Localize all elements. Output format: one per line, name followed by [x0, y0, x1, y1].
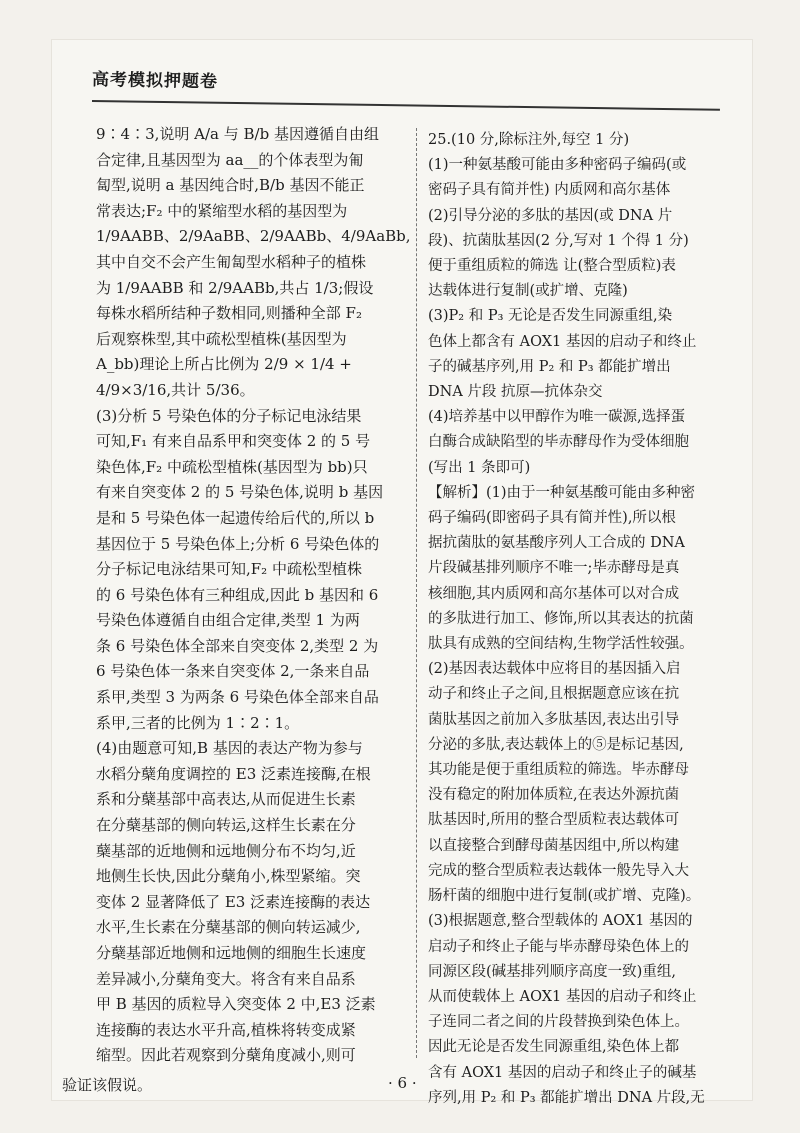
page-header: 高考模拟押题卷 — [91, 69, 219, 93]
text-line: 系甲,类型 3 为两条 6 号染色体全部来自品 — [96, 688, 379, 707]
text-line: 肠杆菌的细胞中进行复制(或扩增、克隆)。 — [428, 888, 701, 905]
text-line: 因此无论是否发生同源重组,染色体上都 — [428, 1039, 680, 1056]
text-line: 子的碱基序列,用 P₂ 和 P₃ 都能扩增出 — [428, 358, 671, 375]
text-line: 地侧生长快,因此分蘖角小,株型紧缩。突 — [96, 867, 361, 886]
text-line: 完成的整合型质粒表达载体一般先导入大 — [428, 862, 689, 879]
text-line: 在分蘖基部的侧向转运,这样生长素在分 — [96, 816, 356, 835]
text-line: 据抗菌肽的氨基酸序列人工合成的 DNA — [428, 535, 685, 552]
text-line: 染色体,F₂ 中疏松型植株(基因型为 bb)只 — [96, 457, 368, 476]
text-line: 甲 B 基因的质粒导入突变体 2 中,E3 泛素 — [96, 995, 376, 1014]
text-line: 有来自突变体 2 的 5 号染色体,说明 b 基因 — [96, 483, 384, 502]
column-divider — [416, 128, 417, 1058]
text-line: 变体 2 显著降低了 E3 泛素连接酶的表达 — [96, 892, 371, 911]
text-line: 连接酶的表达水平升高,植株将转变成紧 — [96, 1020, 356, 1039]
text-line: 其功能是便于重组质粒的筛选。毕赤酵母 — [428, 762, 689, 779]
text-line: (3)分析 5 号染色体的分子标记电泳结果 — [96, 406, 362, 425]
text-line: 密码子具有简并性) 内质网和高尔基体 — [428, 182, 671, 199]
text-line: 4/9×3/16,共计 5/36。 — [96, 380, 255, 399]
text-line: 从而使载体上 AOX1 基因的启动子和终止 — [428, 988, 697, 1005]
text-line: 合定律,且基因型为 aa__的个体表型为匍 — [96, 150, 364, 169]
text-line: 其中自交不会产生匍匐型水稻种子的植株 — [96, 252, 367, 271]
text-line: 的 6 号染色体有三种组成,因此 b 基因和 6 — [96, 585, 379, 604]
text-line: 段)、抗菌肽基因(2 分,写对 1 个得 1 分) — [428, 232, 689, 249]
text-line: 含有 AOX1 基因的启动子和终止子的碱基 — [428, 1064, 697, 1081]
text-line: 色体上都含有 AOX1 基因的启动子和终止 — [428, 333, 697, 350]
text-line: (写出 1 条即可) — [428, 459, 531, 476]
text-line: 菌肽基因之前加入多肽基因,表达出引导 — [428, 711, 680, 728]
left-column-last-line: 验证该假说。 — [62, 1076, 153, 1094]
text-line: 系甲,三者的比例为 1∶2∶1。 — [96, 713, 300, 732]
text-line: 肽具有成熟的空间结构,生物学活性较强。 — [428, 636, 694, 653]
text-line: 动子和终止子之间,且根据题意应该在抗 — [428, 686, 680, 703]
text-line: 子连同二者之间的片段替换到染色体上。 — [428, 1014, 689, 1031]
text-line: DNA 片段 抗原—抗体杂交 — [428, 384, 603, 401]
text-line: 【解析】(1)由于一种氨基酸可能由多种密 — [428, 484, 696, 501]
text-line: 是和 5 号染色体一起遗传给后代的,所以 b — [96, 508, 375, 527]
text-line: 25.(10 分,除标注外,每空 1 分) — [428, 132, 630, 148]
text-line: 核细胞,其内质网和高尔基体可以对合成 — [428, 585, 680, 602]
text-line: 9∶4∶3,说明 A/a 与 B/b 基因遵循自由组 — [96, 125, 379, 143]
page-number: · 6 · — [388, 1074, 417, 1092]
text-line: 水平,生长素在分蘖基部的侧向转运减少, — [96, 918, 361, 937]
text-line: (2)基因表达载体中应将目的基因插入启 — [428, 661, 681, 678]
text-line: 缩型。因此若观察到分蘖角度减小,则可 — [96, 1046, 356, 1065]
text-line: 差异减小,分蘖角变大。将含有来自品系 — [96, 969, 356, 988]
text-line: 白酶合成缺陷型的毕赤酵母作为受体细胞 — [428, 434, 689, 451]
text-line: 后观察株型,其中疏松型植株(基因型为 — [96, 329, 347, 348]
text-line: 启动子和终止子能与毕赤酵母染色体上的 — [428, 938, 689, 955]
text-line: 水稻分蘖角度调控的 E3 泛素连接酶,在根 — [96, 764, 371, 783]
text-line: 条 6 号染色体全部来自突变体 2,类型 2 为 — [96, 636, 379, 655]
text-line: 基因位于 5 号染色体上;分析 6 号染色体的 — [96, 534, 380, 553]
text-line: 没有稳定的附加体质粒,在表达外源抗菌 — [428, 787, 680, 804]
text-line: 每株水稻所结种子数相同,则播种全部 F₂ — [96, 304, 362, 323]
text-line: 的多肽进行加工、修饰,所以其表达的抗菌 — [428, 610, 694, 627]
text-line: 蘖基部的近地侧和远地侧分布不均匀,近 — [96, 841, 356, 860]
text-line: 肽基因时,所用的整合型质粒表达载体可 — [428, 812, 680, 829]
text-line: (2)引导分泌的多肽的基因(或 DNA 片 — [428, 207, 673, 224]
text-line: (4)由题意可知,B 基因的表达产物为参与 — [96, 739, 363, 758]
text-line: 分子标记电泳结果可知,F₂ 中疏松型植株 — [96, 560, 362, 579]
text-line: 6 号染色体一条来自突变体 2,一条来自品 — [96, 662, 370, 681]
text-line: 便于重组质粒的筛选 让(整合型质粒)表 — [428, 258, 676, 275]
text-line: 码子编码(即密码子具有简并性),所以根 — [428, 510, 676, 527]
text-line: 达载体进行复制(或扩增、克隆) — [428, 283, 628, 300]
right-column — [428, 128, 746, 1111]
text-line: (1)一种氨基酸可能由多种密码子编码(或 — [428, 157, 687, 174]
text-line: 分蘖基部近地侧和远地侧的细胞生长速度 — [96, 944, 367, 962]
text-line: 为 1/9AABB 和 2/9AABb,共占 1/3;假设 — [96, 278, 374, 297]
text-line: (3)根据题意,整合型载体的 AOX1 基因的 — [428, 913, 693, 930]
left-column — [96, 122, 414, 1069]
text-line: 分泌的多肽,表达载体上的⑤是标记基因, — [428, 736, 684, 753]
text-line: 同源区段(碱基排列顺序高度一致)重组, — [428, 963, 676, 980]
text-line: 系和分蘖基部中高表达,从而促进生长素 — [96, 790, 356, 809]
text-line: (3)P₂ 和 P₃ 无论是否发生同源重组,染 — [428, 308, 673, 325]
text-line: 常表达;F₂ 中的紧缩型水稻的基因型为 — [96, 201, 348, 220]
text-line: 可知,F₁ 有来自品系甲和突变体 2 的 5 号 — [96, 432, 371, 451]
text-line: 以直接整合到酵母菌基因组中,所以构建 — [428, 837, 680, 854]
text-line: (4)培养基中以甲醇作为唯一碳源,选择蛋 — [428, 409, 686, 426]
text-line: 1/9AABB、2/9AaBB、2/9AABb、4/9AaBb, — [96, 227, 411, 246]
text-line: 片段碱基排列顺序不唯一;毕赤酵母是真 — [428, 560, 680, 577]
text-line: 号染色体遵循自由组合定律,类型 1 为两 — [96, 611, 360, 630]
text-line: 序列,用 P₂ 和 P₃ 都能扩增出 DNA 片段,无 — [428, 1089, 705, 1106]
text-line: A_bb)理论上所占比例为 2/9 × 1/4 + — [96, 355, 352, 374]
text-line: 匐型,说明 a 基因纯合时,B/b 基因不能正 — [96, 176, 365, 195]
